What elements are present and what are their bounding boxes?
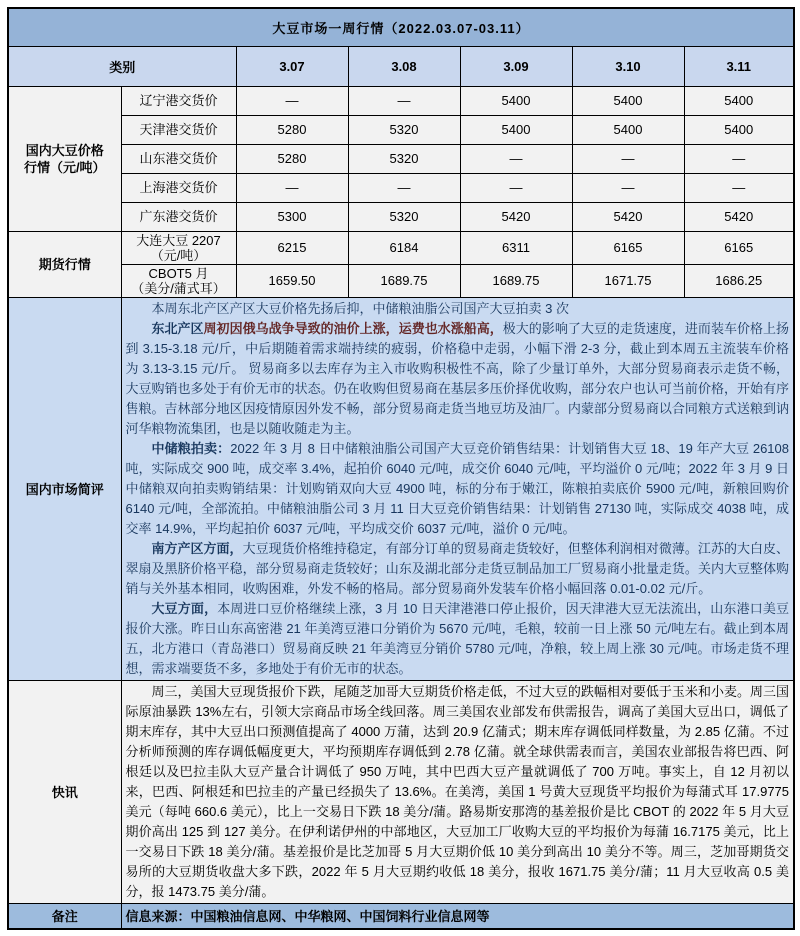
review-text: 本周东北产区产区大豆价格先扬后抑，中储粮油脂公司国产大豆拍卖 3 次	[151, 300, 569, 316]
futures-cell: 1671.75	[572, 264, 684, 297]
news-section-label: 快讯	[8, 680, 121, 903]
price-cell: —	[236, 86, 348, 115]
port-label: 上海港交货价	[121, 173, 236, 202]
review-text: 本周进口豆价格继续上涨，3 月 10 日天津港港口停止报价，因天津港大豆无法流出，山东港口美豆报价大涨。昨日山东高密港 21 年美湾豆港口分销价为 5670 元/吨，毛粮，较前一日上涨 50 元/吨左右。截止到本周五，北方港口（青岛港口）贸易商反映 21 年美湾豆分销价 5780 元/吨，净粮，较上周上涨 30 元/吨。市场走货不理想，需求端要货不多，多地处于有价无市的状态。	[125, 600, 790, 676]
review-paragraph	[126, 599, 790, 679]
table-row	[8, 86, 794, 115]
futures-contract-label	[121, 264, 236, 297]
review-paragraph	[126, 539, 790, 599]
port-label: 天津港交货价	[121, 115, 236, 144]
review-highlight-text: 周初因俄乌战争导致的油价上涨，运费也水涨船高，	[203, 320, 503, 336]
price-cell: 5280	[236, 115, 348, 144]
price-section-label-line1: 国内大豆价格	[25, 142, 104, 158]
title-row	[8, 8, 794, 46]
header-date-2: 3.08	[348, 46, 460, 86]
price-cell: 5420	[684, 202, 794, 231]
price-cell: 5420	[572, 202, 684, 231]
review-text: 极大的影响了大豆的走货速度，进而装车价格上扬到 3.15-3.18 元/斤，中后期随着需求端持续的疲弱，价格稳中走弱，小幅下滑 2-3 分，截止到本周五主流装车价格为 3.13-3.15 元/斤。 贸易商多以去库存为主入市收购积极性不高，除了少量订单外，大部分贸易商表示走货不畅，大豆购销也多处于有价无市的状态。仍在收购但贸易商在基层多压价择优收购，部分农户也认可当前价格，开始有序售粮。吉林部分地区因疫情原因外发不畅，部分贸易商走货当地豆坊及油厂。内蒙部分贸易商以合同粮方式送粮到讷河华粮物流集团，也是以随收随走为主。	[125, 320, 790, 436]
news-section-body	[121, 680, 794, 903]
price-cell: 5400	[460, 86, 572, 115]
price-cell: 5400	[684, 115, 794, 144]
soybean-quote-table	[7, 7, 795, 930]
header-date-5: 3.11	[684, 46, 794, 86]
review-lead-soybean: 大豆方面，	[151, 600, 218, 616]
remark-source-text: 信息来源：中国粮油信息网、中华粮网、中国饲料行业信息网等	[121, 903, 794, 929]
table-row	[8, 231, 794, 264]
price-cell: —	[348, 173, 460, 202]
port-label: 辽宁港交货价	[121, 86, 236, 115]
header-category: 类别	[8, 46, 236, 86]
review-section-body	[121, 297, 794, 680]
page-title: 大豆市场一周行情（2022.03.07-03.11）	[8, 8, 794, 46]
price-cell: 5320	[348, 202, 460, 231]
price-cell: 5400	[684, 86, 794, 115]
port-label: 山东港交货价	[121, 144, 236, 173]
header-date-3: 3.09	[460, 46, 572, 86]
price-cell: 5400	[572, 86, 684, 115]
price-cell: —	[572, 173, 684, 202]
review-lead-south: 南方产区方面，	[151, 540, 243, 556]
futures-contract-line2: （美分/蒲式耳）	[131, 280, 226, 296]
futures-cell: 1689.75	[460, 264, 572, 297]
header-row	[8, 46, 794, 86]
futures-section-label: 期货行情	[8, 231, 121, 297]
futures-contract-line1: 大连大豆 2207	[136, 232, 221, 248]
price-cell: 5300	[236, 202, 348, 231]
futures-cell: 1659.50	[236, 264, 348, 297]
price-cell: 5280	[236, 144, 348, 173]
review-section-label: 国内市场简评	[8, 297, 121, 680]
table-row	[8, 144, 794, 173]
news-paragraph: 周三，美国大豆现货报价下跌，尾随芝加哥大豆期货价格走低，不过大豆的跌幅相对要低于玉米和小麦。周三国际原油暴跌 13%左右，引领大宗商品市场全线回落。周三美国农业部发布供需报告，调高了美国大豆出口，调低了期末库存，其中大豆出口预测值提高了 4000 万蒲，达到 20.9 亿蒲式；期末库存调低同样数量，为 2.85 亿蒲。不过分析师预测的库存调低幅度更大，平均预期库存调低到 2.78 亿蒲。就全球供需表而言，美国农业部报告将巴西、阿根廷以及巴拉圭队大豆产量合计调低了 950 万吨，其中巴西大豆产量就调低了 700 万吨。事实上，自 12 月初以来，巴西、阿根廷和巴拉圭的产量已经损失了 13.6%。在美湾，美国 1 号黄大豆现货平均报价为每蒲式耳 17.9775 美元（每吨 660.6 美元），比上一交易日下跌 18 美分/蒲。路易斯安那湾的基差报价是比 CBOT 的 2022 年 5 月大豆期价高出 125 到 127 美分。在伊利诺伊州的中部地区，大豆加工厂收购大豆的平均报价为每蒲 16.7175 美元，比上一交易日下跌 18 美分/蒲。基差报价是比芝加哥 5 月大豆期价低 10 美分到高出 10 美分不等。周三，芝加哥期货交易所的大豆期货收盘大多下跌，2022 年 5 月大豆期约收低 18 美分，报收 1671.75 美分/蒲；11 月大豆收高 0.5 美分，报 1473.75 美分/蒲。	[125, 683, 790, 899]
futures-contract-line2: （元/吨）	[150, 247, 207, 263]
price-cell: 5400	[460, 115, 572, 144]
table-row	[8, 115, 794, 144]
futures-cell: 6215	[236, 231, 348, 264]
review-paragraph	[126, 319, 790, 439]
price-section-label-line2: 行情（元/吨）	[23, 159, 106, 175]
futures-cell: 6184	[348, 231, 460, 264]
review-row	[8, 297, 794, 680]
header-date-1: 3.07	[236, 46, 348, 86]
price-cell: —	[460, 173, 572, 202]
futures-cell: 6165	[684, 231, 794, 264]
review-paragraph	[126, 439, 790, 539]
remark-section-label: 备注	[8, 903, 121, 929]
price-cell: 5420	[460, 202, 572, 231]
header-date-4: 3.10	[572, 46, 684, 86]
review-lead-northeast: 东北产区	[151, 320, 204, 336]
futures-cell: 6165	[572, 231, 684, 264]
review-text: 2022 年 3 月 8 日中储粮油脂公司国产大豆竞价销售结果：计划销售大豆 18、19 年产大豆 26108 吨，实际成交 900 吨，成交率 3.4%，起拍价 6040 元/吨，成交价 6040 元/吨，平均溢价 0 元/吨；2022 年 3 月 9 日中储粮双向拍卖购销结果：计划购销双向大豆 4900 吨，标的分布于嫩江，陈粮拍卖底价 5900 元/吨，新粮回购价 6140 元/吨，全部流拍。中储粮油脂公司 3 月 11 日大豆竞价销售结果：计划销售 27130 吨，实际成交 4038 吨，成交率 14.9%，平均起拍价 6037 元/吨，平均成交价 6037 元/吨，溢价 0 元/吨。	[125, 440, 790, 536]
futures-cell: 6311	[460, 231, 572, 264]
table-row	[8, 264, 794, 297]
futures-contract-line1: CBOT5 月	[148, 265, 209, 281]
table-row	[8, 202, 794, 231]
price-cell: —	[572, 144, 684, 173]
price-cell: —	[460, 144, 572, 173]
review-lead-auction: 中储粮拍卖：	[151, 440, 231, 456]
review-paragraph	[126, 299, 790, 319]
price-cell: —	[348, 86, 460, 115]
price-cell: 5320	[348, 144, 460, 173]
review-text: 大豆现货价格维持稳定，有部分订单的贸易商走货较好，但整体利润相对微薄。江苏的大白皮、翠扇及黑脐价格平稳，部分贸易商走货较好；山东及湖北部分走货豆制品加工厂贸易商小批量走货。关内大豆整体购销与关外基本相同，收购困难，外发不畅的格局。部分贸易商外发装车价格小幅回落 0.01-0.02 元/斤。	[125, 540, 790, 596]
futures-cell: 1689.75	[348, 264, 460, 297]
futures-cell: 1686.25	[684, 264, 794, 297]
price-cell: —	[684, 173, 794, 202]
remark-row	[8, 903, 794, 929]
price-cell: 5400	[572, 115, 684, 144]
price-cell: 5320	[348, 115, 460, 144]
news-row	[8, 680, 794, 903]
price-cell: —	[684, 144, 794, 173]
table-row	[8, 173, 794, 202]
futures-contract-label	[121, 231, 236, 264]
price-cell: —	[236, 173, 348, 202]
price-section-label	[8, 86, 121, 231]
port-label: 广东港交货价	[121, 202, 236, 231]
